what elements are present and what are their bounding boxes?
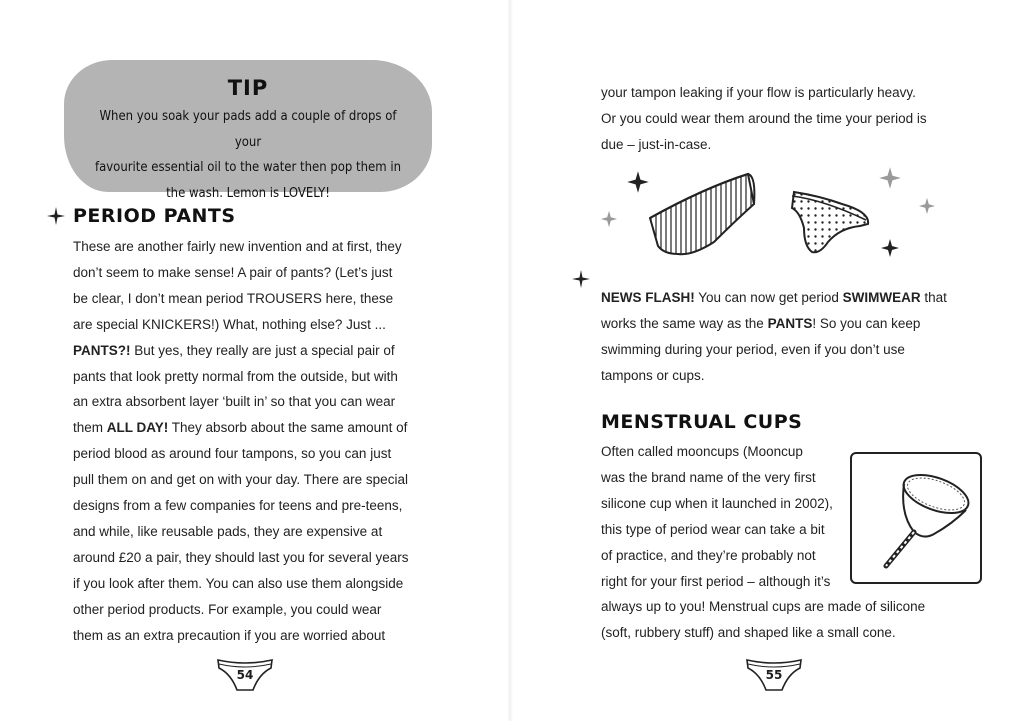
right-page <box>510 0 1020 721</box>
text-line: of practice, and they’re probably not <box>601 547 816 563</box>
text-line: NEWS FLASH! You can now get period SWIMWEAR that <box>601 290 947 305</box>
tip-line: When you soak your pads add a couple of drops of your <box>99 109 397 150</box>
text-line: Often called mooncups (Mooncup <box>601 444 803 459</box>
star-icon <box>571 269 591 289</box>
text-line: PANTS?! But yes, they really are just a special pair of <box>73 342 395 358</box>
text-line: an extra absorbent layer ‘built in’ so that you can wear <box>73 394 396 410</box>
text-line: These are another fairly new invention and at first, they <box>73 239 402 254</box>
section-title-period-pants: PERIOD PANTS <box>73 205 236 227</box>
text-line: if you look after them. You can also use them alongside <box>73 575 404 591</box>
text-line: your tampon leaking if your flow is particularly heavy. <box>601 85 916 100</box>
text-line: don’t seem to make sense! A pair of pants? (Let’s just <box>73 264 393 280</box>
text-line: works the same way as the PANTS! So you can keep <box>601 315 921 331</box>
tip-title: TIP <box>227 76 269 100</box>
text-line: pull them on and get on with your day. There are special <box>73 472 408 488</box>
star-icon <box>918 197 936 215</box>
text-line: are special KNICKERS!) What, nothing else? Just ... <box>73 316 386 332</box>
text-line: silicone cup when it launched in 2002), <box>601 495 833 511</box>
text-line: due – just-in-case. <box>601 136 712 152</box>
news-flash-paragraph <box>601 285 991 389</box>
star-icon <box>878 166 902 190</box>
star-icon <box>600 210 618 228</box>
tip-box <box>64 60 432 201</box>
section-title-menstrual-cups: MENSTRUAL CUPS <box>601 411 803 433</box>
star-icon <box>46 206 66 226</box>
text-line: Or you could wear them around the time your period is <box>601 110 927 126</box>
text-line: other period products. For example, you could wear <box>73 601 382 617</box>
text-line: this type of period wear can take a bit <box>601 521 825 537</box>
text-line: right for your first period – although it’s <box>601 573 831 589</box>
text-line: swimming during your period, even if you don’t use <box>601 341 905 357</box>
tip-line: favourite essential oil to the water then pop them in <box>94 160 402 175</box>
text-line: around £20 a pair, they should last you for several years <box>73 549 409 565</box>
period-pants-illustration <box>644 170 870 262</box>
text-line: pants that look pretty normal from the outside, but with <box>73 368 398 384</box>
text-line: them ALL DAY! They absorb about the same amount of <box>73 420 408 436</box>
text-line: (soft, rubbery stuff) and shaped like a small cone. <box>601 625 896 641</box>
text-line: period blood as around four tampons, so you can just <box>73 446 392 462</box>
text-line: them as an extra precaution if you are worried about <box>73 627 386 643</box>
page-number-55: 55 <box>744 656 804 698</box>
menstrual-cup-frame <box>850 452 982 584</box>
period-pants-paragraph <box>73 234 453 649</box>
text-line: designs from a few companies for teens and pre-teens, <box>73 498 403 514</box>
text-line: and while, like reusable pads, they are expensive at <box>73 523 383 539</box>
text-line: be clear, I don’t mean period TROUSERS here, these <box>73 290 394 306</box>
continued-paragraph <box>601 80 981 158</box>
text-line: tampons or cups. <box>601 367 705 383</box>
tip-body <box>90 104 406 206</box>
menstrual-cup-illustration <box>852 454 980 582</box>
tip-line: the wash. Lemon is LOVELY! <box>166 185 330 201</box>
page-number-54: 54 <box>215 656 275 698</box>
text-line: was the brand name of the very first <box>601 469 816 485</box>
text-line: always up to you! Menstrual cups are made of silicone <box>601 599 926 615</box>
star-icon <box>880 238 900 258</box>
